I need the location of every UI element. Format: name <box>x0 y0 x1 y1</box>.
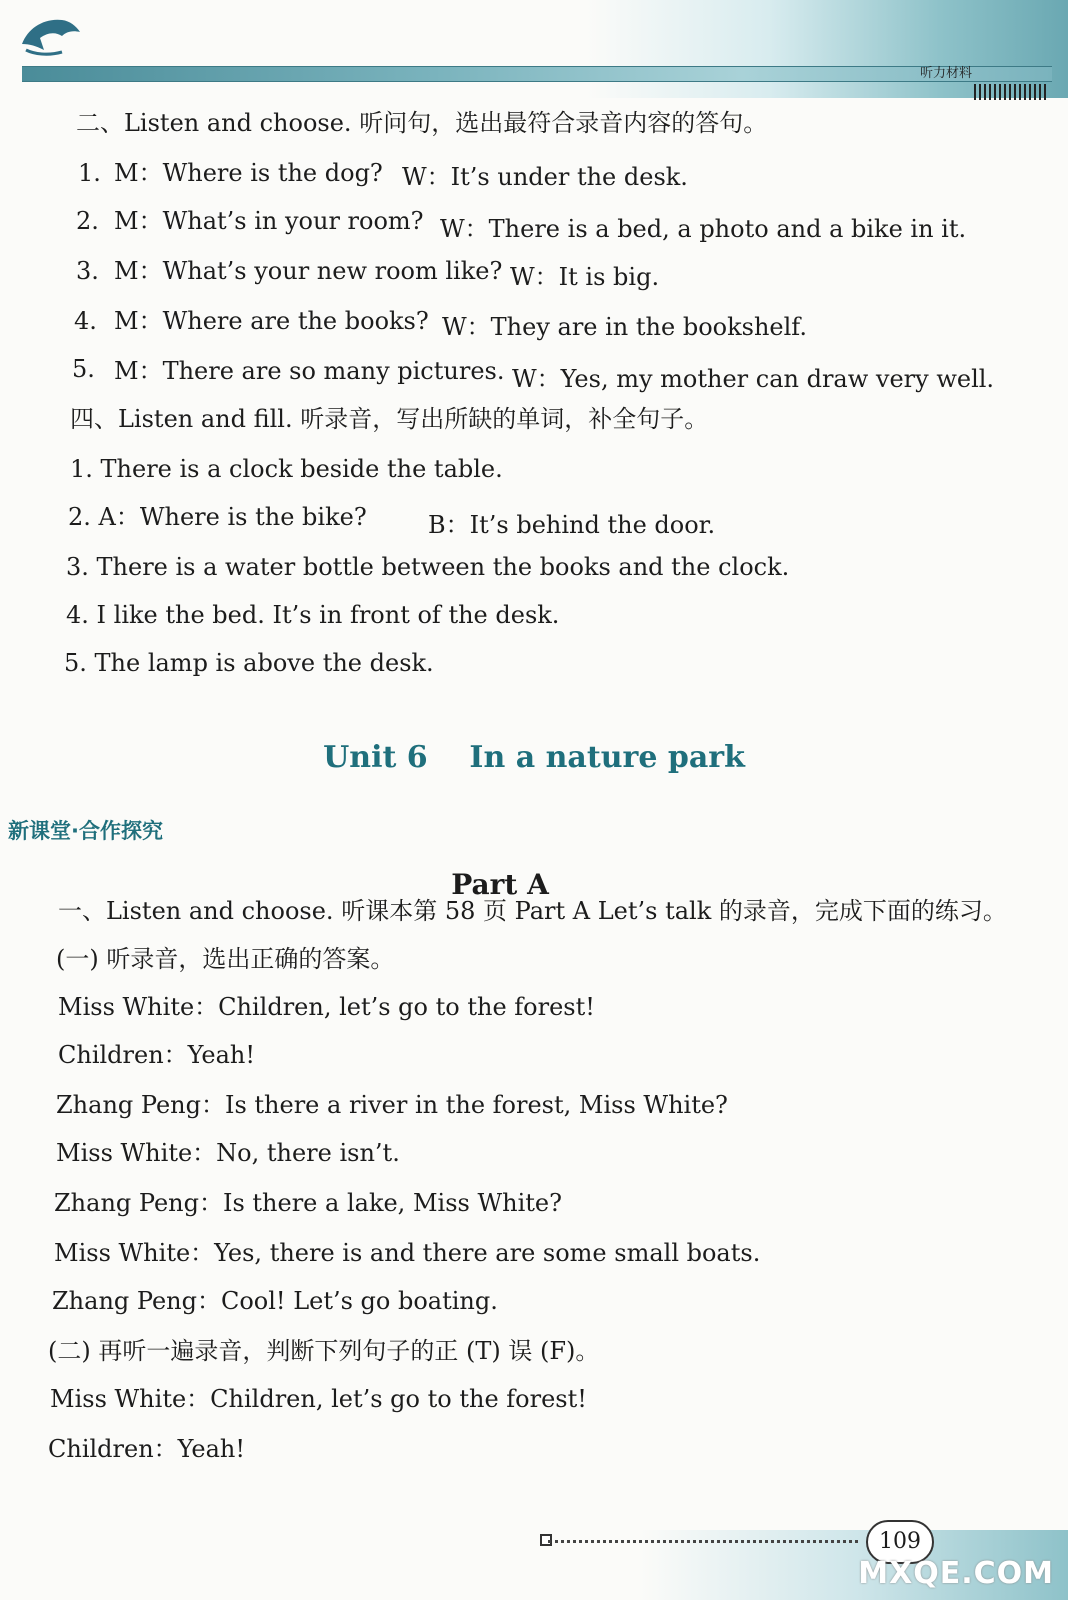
dialogue-line: Miss White：No, there isn’t. <box>56 1139 400 1167</box>
section4-item-answer: B：It’s behind the door. <box>428 511 716 539</box>
dialogue-line: Zhang Peng：Is there a river in the forest, Miss White? <box>56 1091 728 1119</box>
section-sub-heading: 新课堂·合作探究 <box>8 819 163 843</box>
section2-item-number: 1. <box>78 159 101 187</box>
dialogue-line: Zhang Peng：Cool! Let’s go boating. <box>52 1287 498 1315</box>
dialogue-line: Children：Yeah! <box>48 1435 246 1463</box>
exercise1-sub2: (二) 再听一遍录音，判断下列句子的正 (T) 误 (F)。 <box>48 1337 600 1365</box>
footer-dotted-leader <box>548 1540 858 1545</box>
section4-item: 3. There is a water bottle between the books and the clock. <box>66 553 790 581</box>
section4-item: 5. The lamp is above the desk. <box>64 649 434 677</box>
section2-item-number: 3. <box>76 257 99 285</box>
header-rule <box>22 66 1052 82</box>
part-title: Part A <box>451 868 549 901</box>
section2-item-question: M：Where is the dog? <box>114 159 383 187</box>
section2-item-answer: W：It’s under the desk. <box>402 163 688 191</box>
section2-item-question: M：What’s in your room? <box>114 207 424 235</box>
unit-title: Unit 6 In a nature park <box>323 740 745 775</box>
section2-item-answer: W：Yes, my mother can draw very well. <box>512 365 995 393</box>
exercise1-heading: 一、Listen and choose. 听课本第 58 页 Part A Let’s talk 的录音，完成下面的练习。 <box>58 897 1007 925</box>
section2-item-number: 5. <box>72 355 95 383</box>
section2-item-number: 2. <box>76 207 99 235</box>
section2-item-answer: W：It is big. <box>510 263 660 291</box>
exercise1-sub1: (一) 听录音，选出正确的答案。 <box>56 945 395 973</box>
section2-item-question: M：What’s your new room like? <box>114 257 503 285</box>
dialogue-line: Zhang Peng：Is there a lake, Miss White? <box>54 1189 562 1217</box>
section-tag: 听力材料 <box>919 66 972 81</box>
watermark: MXQE.COM <box>858 1556 1054 1591</box>
section2-item-question: M：There are so many pictures. <box>114 357 505 385</box>
header-band <box>0 0 1068 98</box>
section2-item-question: M：Where are the books? <box>114 307 429 335</box>
dialogue-line: Miss White：Children, let’s go to the forest! <box>50 1385 587 1413</box>
section2-item-answer: W：There is a bed, a photo and a bike in it. <box>440 215 967 243</box>
section4-heading: 四、Listen and fill. 听录音，写出所缺的单词，补全句子。 <box>70 405 709 433</box>
page-number: 109 <box>866 1520 934 1564</box>
dialogue-line: Miss White：Children, let’s go to the forest! <box>58 993 595 1021</box>
section4-item: 1. There is a clock beside the table. <box>70 455 503 483</box>
section2-item-number: 4. <box>74 307 97 335</box>
section4-item: 4. I like the bed. It’s in front of the desk. <box>66 601 560 629</box>
section2-item-answer: W：They are in the bookshelf. <box>442 313 807 341</box>
dialogue-line: Miss White：Yes, there is and there are some small boats. <box>54 1239 761 1267</box>
dialogue-line: Children：Yeah! <box>58 1041 256 1069</box>
dolphin-logo-icon <box>18 10 82 58</box>
section2-heading: 二、Listen and choose. 听问句，选出最符合录音内容的答句。 <box>76 109 768 137</box>
section4-item: 2. A：Where is the bike? <box>68 503 367 531</box>
barcode-strip <box>974 84 1046 100</box>
